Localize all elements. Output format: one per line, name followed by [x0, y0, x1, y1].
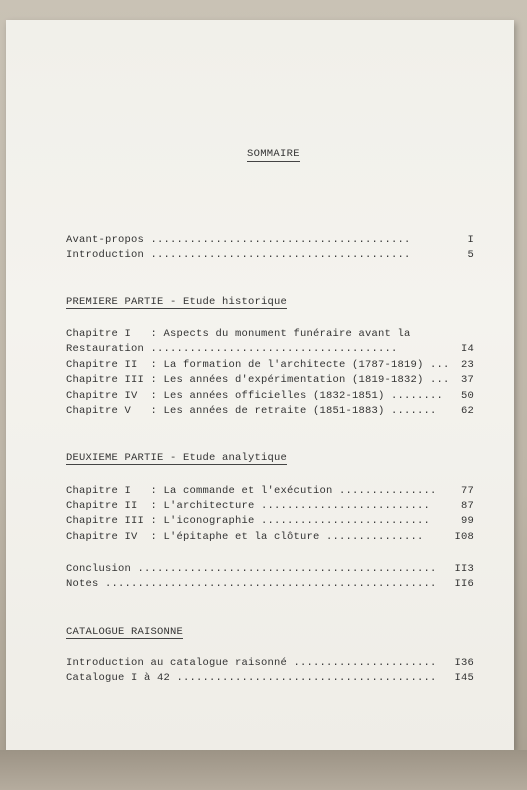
toc-entry-introduction: Introduction ........................................ [66, 249, 411, 261]
toc-entry: Chapitre II : L'architecture .......................... [66, 500, 431, 512]
toc-page-number: 62 [460, 405, 474, 417]
toc-page-number: I45 [454, 672, 474, 684]
toc-entry-continuation: Restauration ...................................... [66, 343, 398, 355]
toc-page-number: I36 [454, 657, 474, 669]
toc-entry: Chapitre III : L'iconographie .......................... [66, 515, 431, 527]
toc-page-number: II3 [454, 563, 474, 575]
toc-page-number: 5 [467, 249, 474, 261]
toc-entry: Chapitre III : Les années d'expérimentation (1819-1832) ... [66, 374, 450, 386]
toc-entry: Chapitre V : Les années de retraite (1851-1883) ....... [66, 405, 437, 417]
toc-page-number: 87 [460, 500, 474, 512]
toc-entry: Introduction au catalogue raisonné ...................... [66, 657, 437, 669]
toc-page-number: I08 [454, 531, 474, 543]
toc-page-number: 37 [460, 374, 474, 386]
part-heading: CATALOGUE RAISONNE [66, 626, 184, 638]
toc-entry-avant-propos: Avant-propos ........................................ [66, 234, 411, 246]
part-heading: DEUXIEME PARTIE - Etude analytique [66, 452, 288, 464]
toc-entry: Chapitre IV : L'épitaphe et la clôture ............... [66, 531, 424, 543]
toc-entry: Chapitre II : La formation de l'architecte (1787-1819) ... [66, 359, 450, 371]
toc-page-number: II6 [454, 578, 474, 590]
toc-entry: Chapitre IV : Les années officielles (1832-1851) ........ [66, 390, 444, 402]
toc-page-number: 23 [460, 359, 474, 371]
toc-page-number: I4 [460, 343, 474, 355]
table-surface [0, 750, 527, 790]
toc-page-number: 50 [460, 390, 474, 402]
toc-entry: Chapitre I : Aspects du monument funéraire avant la [66, 328, 411, 340]
toc-page-number: I [467, 234, 474, 246]
toc-page-number: 77 [460, 485, 474, 497]
toc-page-number: 99 [460, 515, 474, 527]
toc-entry: Catalogue I à 42 ........................................ [66, 672, 437, 684]
toc-entry: Chapitre I : La commande et l'exécution ............... [66, 485, 437, 497]
toc-entry-conclusion: Conclusion .............................................. [66, 563, 437, 575]
page-title: SOMMAIRE [247, 148, 300, 160]
toc-entry-notes: Notes ................................................... [66, 578, 437, 590]
part-heading: PREMIERE PARTIE - Etude historique [66, 296, 288, 308]
